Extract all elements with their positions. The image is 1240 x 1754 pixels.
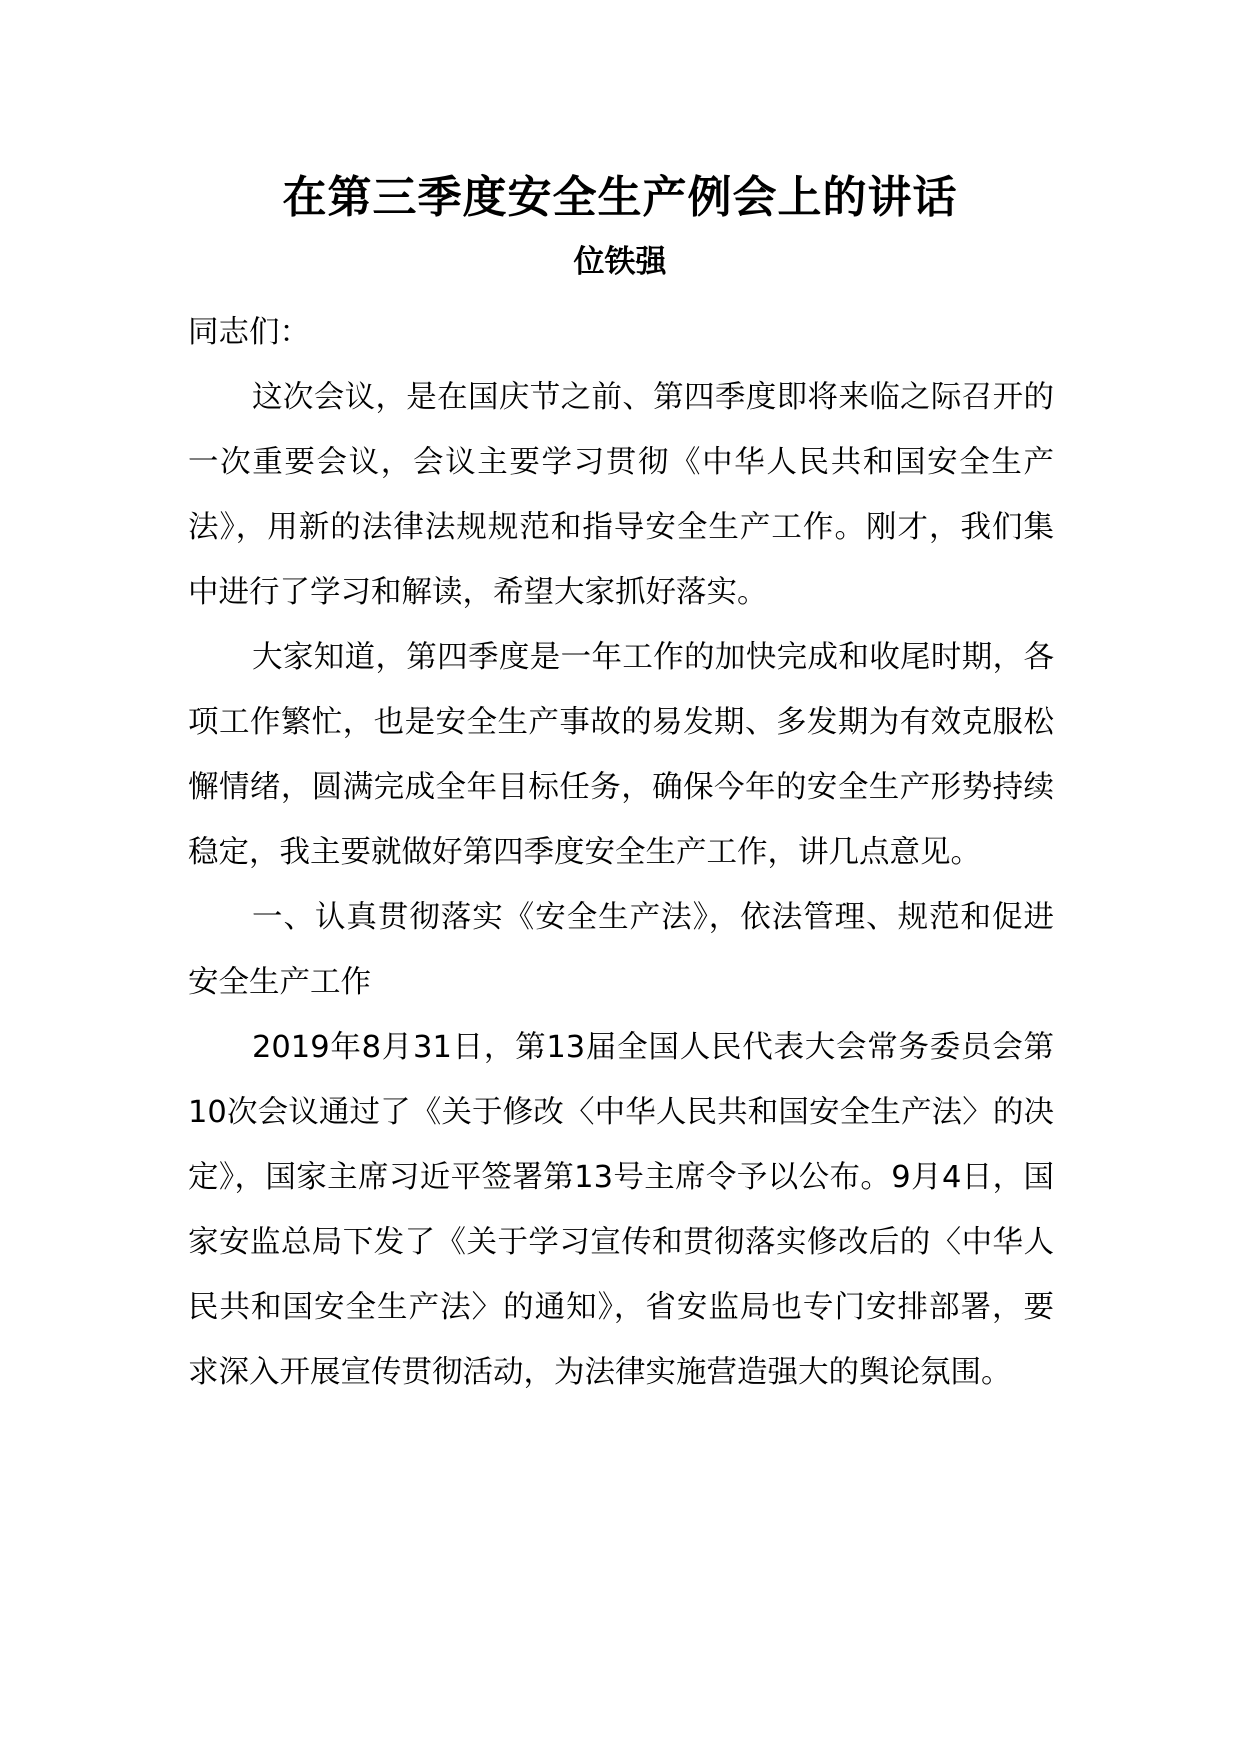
document-author: 位铁强 bbox=[573, 244, 667, 280]
document-body bbox=[188, 300, 1054, 1405]
section-heading-1: 一、认真贯彻落实《安全生产法》，依法管理、规范和促进安全生产工作 bbox=[188, 900, 1054, 1000]
paragraph-context: 大家知道，第四季度是一年工作的加快完成和收尾时期，各项工作繁忙，也是安全生产事故的易发期、多发期为有效克服松懈情绪，圆满完成全年目标任务，确保今年的安全生产形势持续稳定，我主要就做好第四季度安全生产工作，讲几点意见。 bbox=[188, 640, 1054, 870]
salutation: 同志们： bbox=[188, 315, 310, 350]
paragraph-law-background: 2019年8月31日，第13届全国人民代表大会常务委员会第10次会议通过了《关于修改〈中华人民共和国安全生产法〉的决定》，国家主席习近平签署第13号主席令予以公布。9月4日，国家安监总局下发了《关于学习宣传和贯彻落实修改后的〈中华人民共和国安全生产法〉的通知》，省安监局也专门安排部署，要求深入开展宣传贯彻活动，为法律实施营造强大的舆论氛围。 bbox=[188, 1030, 1054, 1390]
document-title: 在第三季度安全生产例会上的讲话 bbox=[282, 172, 958, 223]
paragraph-intro: 这次会议，是在国庆节之前、第四季度即将来临之际召开的一次重要会议，会议主要学习贯彻《中华人民共和国安全生产法》，用新的法律法规规范和指导安全生产工作。刚才，我们集中进行了学习和解读，希望大家抓好落实。 bbox=[188, 380, 1054, 610]
